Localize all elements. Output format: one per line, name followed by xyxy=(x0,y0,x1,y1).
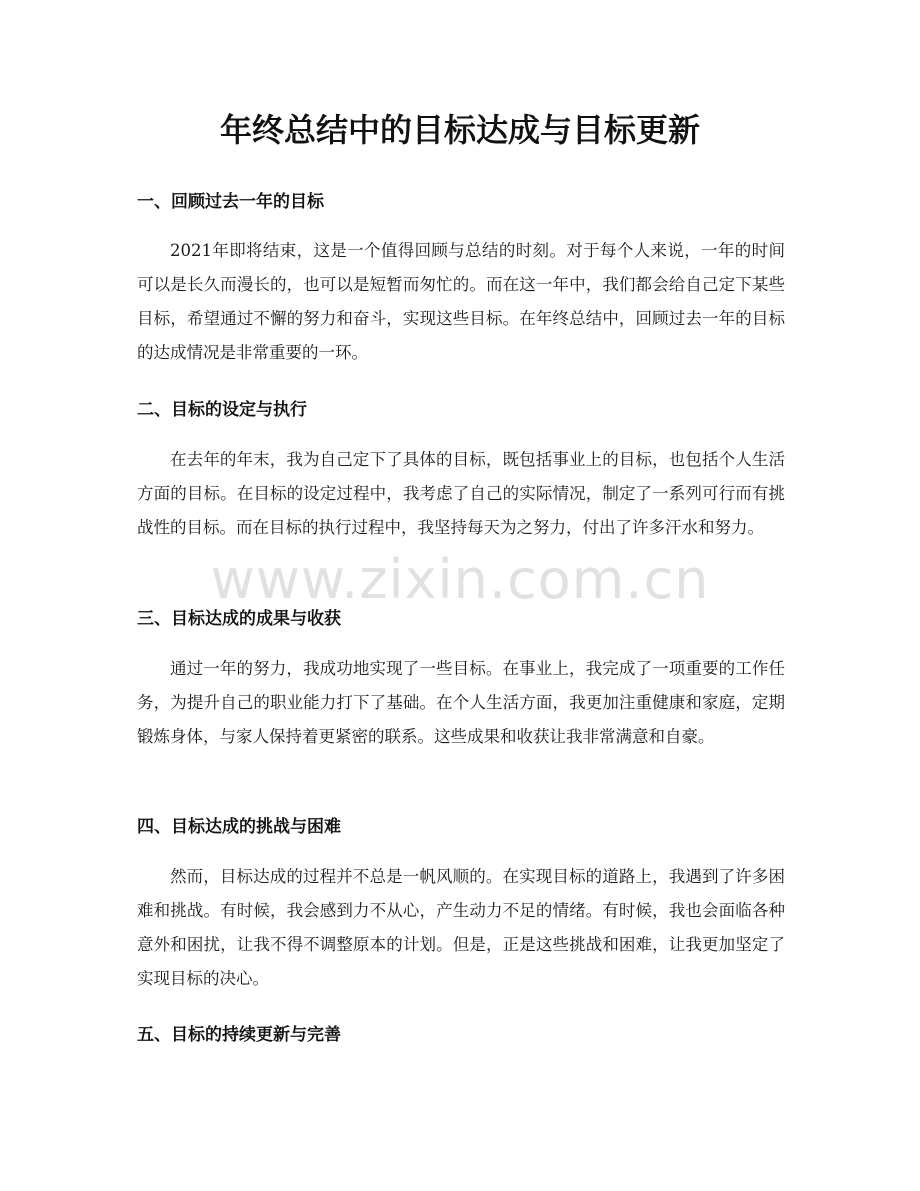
section-paragraph-3: 通过一年的努力，我成功地实现了一些目标。在事业上，我完成了一项重要的工作任务，为提升自己的职业能力打下了基础。在个人生活方面，我更加注重健康和家庭，定期锻炼身体，与家人保持着更紧密的联系。这些成果和收获让我非常满意和自豪。 xyxy=(137,659,785,746)
section-paragraph-4: 然而，目标达成的过程并不总是一帆风顺的。在实现目标的道路上，我遇到了许多困难和挑战。有时候，我会感到力不从心，产生动力不足的情绪。有时候，我也会面临各种意外和困扰，让我不得不调整原本的计划。但是，正是这些挑战和困难，让我更加坚定了实现目标的决心。 xyxy=(137,867,785,988)
section-heading-3: 三、目标达成的成果与收获 xyxy=(137,609,341,629)
site-watermark: www.zixin.com.cn xyxy=(210,548,710,611)
section-heading-4: 四、目标达成的挑战与困难 xyxy=(137,817,341,837)
section-heading-1: 一、回顾过去一年的目标 xyxy=(137,192,324,212)
section-paragraph-1: 2021年即将结束，这是一个值得回顾与总结的时刻。对于每个人来说，一年的时间可以是长久而漫长的，也可以是短暂而匆忙的。而在这一年中，我们都会给自己定下某些目标，希望通过不懈的努力和奋斗，实现这些目标。在年终总结中，回顾过去一年的目标的达成情况是非常重要的一环。 xyxy=(137,241,785,362)
section-heading-5: 五、目标的持续更新与完善 xyxy=(137,1025,341,1045)
document-title: 年终总结中的目标达成与目标更新 xyxy=(219,111,700,149)
section-heading-2: 二、目标的设定与执行 xyxy=(137,400,307,420)
section-paragraph-2: 在去年的年末，我为自己定下了具体的目标，既包括事业上的目标，也包括个人生活方面的目标。在目标的设定过程中，我考虑了自己的实际情况，制定了一系列可行而有挑战性的目标。而在目标的执行过程中，我坚持每天为之努力，付出了许多汗水和努力。 xyxy=(137,450,785,537)
